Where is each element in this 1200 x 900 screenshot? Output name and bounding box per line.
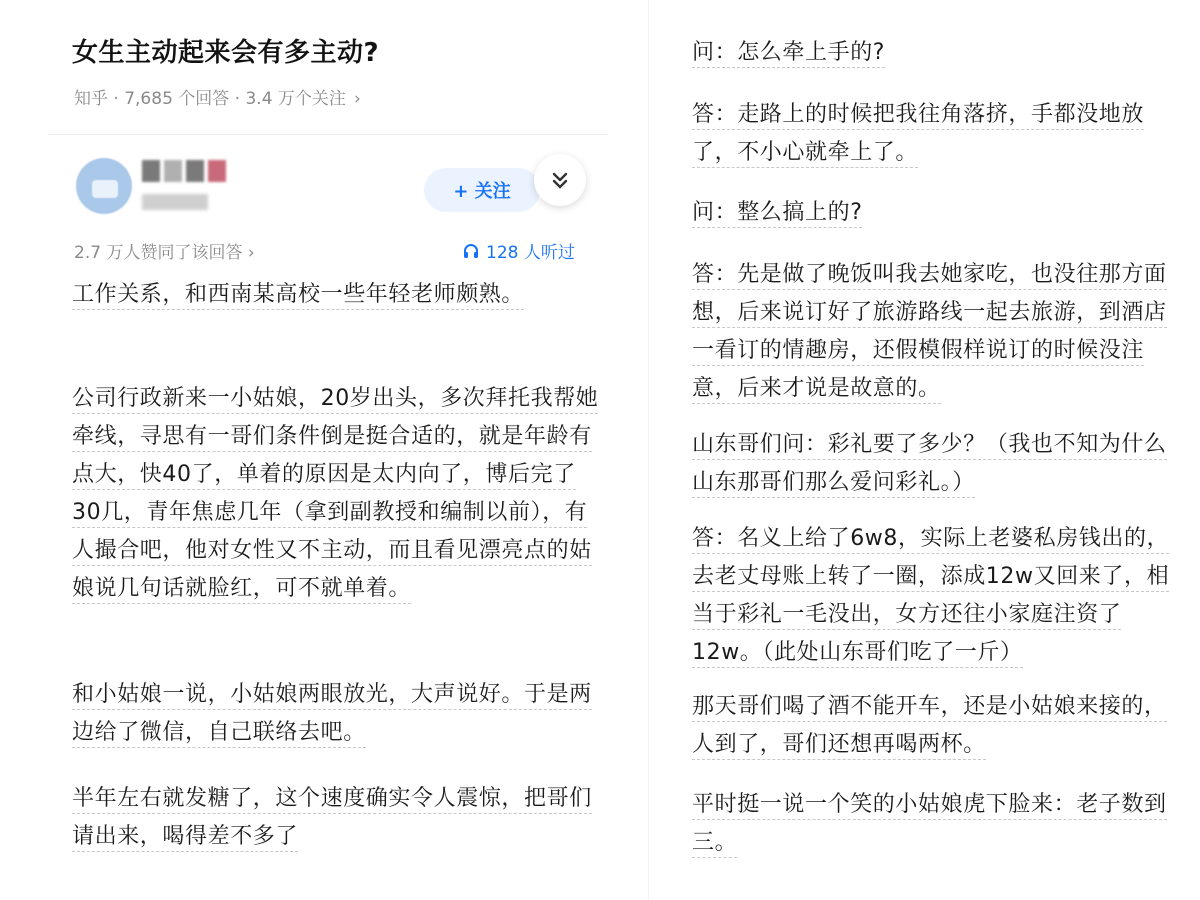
question-meta-text: 知乎 · 7,685 个回答 · 3.4 万个关注 — [74, 89, 346, 109]
column-divider — [648, 0, 649, 900]
author-name-blurred[interactable] — [142, 160, 232, 186]
answer-paragraph: 山东哥们问：彩礼要了多少？（我也不知为什么山东那哥们那么爱问彩礼。） — [692, 426, 1172, 502]
answer-paragraph: 问：怎么牵上手的? — [692, 34, 1172, 72]
answer-paragraph: 半年左右就发糖了，这个速度确实令人震惊，把哥们请出来，喝得差不多了 — [72, 780, 602, 856]
answer-paragraph: 答：走路上的时候把我往角落挤，手都没地放了，不小心就牵上了。 — [692, 96, 1172, 172]
answer-paragraph: 工作关系，和西南某高校一些年轻老师颇熟。 — [72, 276, 602, 314]
answer-paragraph: 平时挺一说一个笑的小姑娘虎下脸来：老子数到三。 — [692, 786, 1172, 862]
answer-paragraph: 和小姑娘一说，小姑娘两眼放光，大声说好。于是两边给了微信，自己联络去吧。 — [72, 676, 602, 752]
answer-paragraph: 答：名义上给了6w8，实际上老婆私房钱出的，去老丈母账上转了一圈，添成12w又回来了，相当于彩礼一毛没出，女方还往小家庭注资了12w。（此处山东哥们吃了一斤） — [692, 520, 1172, 672]
listen-count-text: 128 人听过 — [486, 243, 575, 263]
answer-paragraph: 问：整么搞上的? — [692, 194, 1172, 232]
answer-paragraph: 公司行政新来一小姑娘，20岁出头，多次拜托我帮她牵线，寻思有一哥们条件倒是挺合适的，就是年龄有点大，快40了，单着的原因是太内向了，博后完了30几，青年焦虑几年（拿到副教授和编制以前），有人撮合吧，他对女性又不主动，而且看见漂亮点的姑娘说几句话就脸红，可不就单着。 — [72, 380, 602, 608]
listen-count[interactable] — [462, 238, 575, 263]
author-bio-blurred — [142, 194, 208, 210]
question-meta[interactable] — [74, 84, 361, 109]
double-chevron-down-icon — [549, 169, 571, 191]
follow-button[interactable]: + 关注 — [424, 168, 540, 212]
right-panel — [660, 0, 1200, 900]
avatar[interactable] — [76, 158, 132, 214]
answer-paragraph: 那天哥们喝了酒不能开车，还是小姑娘来接的，人到了，哥们还想再喝两杯。 — [692, 688, 1172, 764]
answer-paragraph: 答：先是做了晚饭叫我去她家吃，也没往那方面想，后来说订好了旅游路线一起去旅游，到酒店一看订的情趣房，还假模假样说订的时候没注意，后来才说是故意的。 — [692, 256, 1172, 408]
watermark-fade — [1040, 840, 1200, 900]
question-title[interactable]: 女生主动起来会有多主动? — [72, 38, 380, 68]
collapse-icon[interactable] — [534, 154, 586, 206]
upvote-count[interactable]: 2.7 万人赞同了该回答 › — [74, 243, 255, 263]
header-divider — [48, 134, 608, 135]
chevron-right-icon: › — [353, 89, 361, 109]
headphones-icon — [462, 242, 480, 260]
